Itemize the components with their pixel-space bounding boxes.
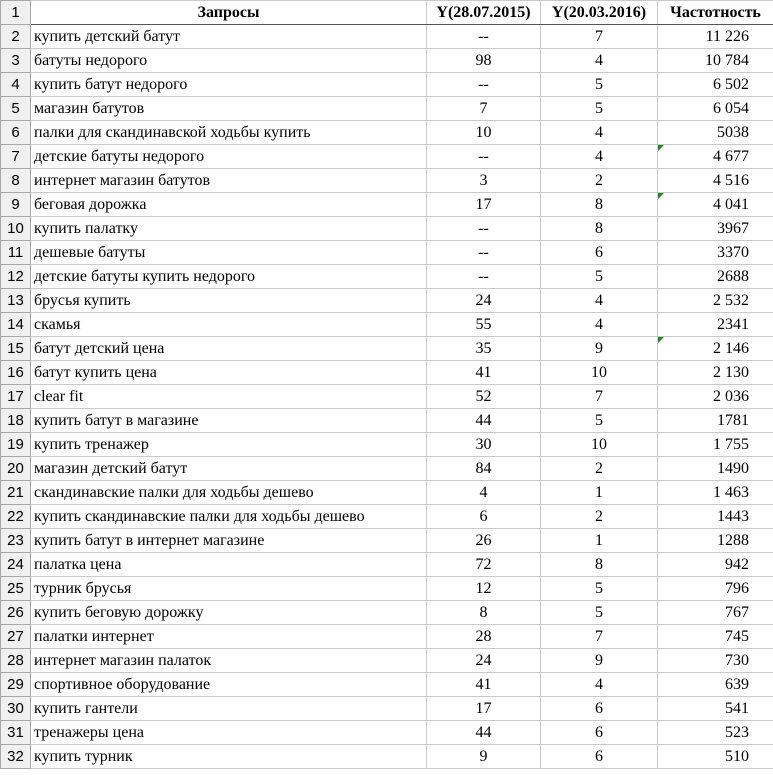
y2016-cell[interactable]: 1 (541, 481, 658, 505)
frequency-cell[interactable]: 2688 (658, 265, 773, 289)
y2016-cell[interactable]: 1 (541, 529, 658, 553)
frequency-cell[interactable]: 1 755 (658, 433, 773, 457)
row-number[interactable]: 12 (1, 265, 31, 289)
frequency-cell[interactable]: 767 (658, 601, 773, 625)
row-number[interactable]: 32 (1, 745, 31, 769)
query-cell[interactable]: детские батуты недорого (31, 145, 427, 169)
frequency-cell[interactable]: 3967 (658, 217, 773, 241)
y2015-cell[interactable]: -- (427, 217, 541, 241)
query-cell[interactable]: дешевые батуты (31, 241, 427, 265)
frequency-cell[interactable]: 639 (658, 673, 773, 697)
table-row (1, 745, 773, 769)
y2015-cell[interactable]: 6 (427, 505, 541, 529)
frequency-cell[interactable]: 2 130 (658, 361, 773, 385)
row-number[interactable]: 26 (1, 601, 31, 625)
row-number[interactable]: 23 (1, 529, 31, 553)
row-number[interactable]: 10 (1, 217, 31, 241)
y2016-cell[interactable]: 4 (541, 289, 658, 313)
y2016-cell[interactable]: 2 (541, 457, 658, 481)
header-row (1, 1, 773, 25)
y2016-cell[interactable]: 5 (541, 577, 658, 601)
frequency-cell[interactable]: 1443 (658, 505, 773, 529)
y2015-cell[interactable]: 41 (427, 361, 541, 385)
table-row (1, 385, 773, 409)
y2016-cell[interactable]: 4 (541, 121, 658, 145)
table-row (1, 433, 773, 457)
row-number[interactable]: 31 (1, 721, 31, 745)
table-row (1, 577, 773, 601)
query-cell[interactable]: беговая дорожка (31, 193, 427, 217)
y2015-cell[interactable]: 52 (427, 385, 541, 409)
row-number[interactable]: 22 (1, 505, 31, 529)
y2016-cell[interactable]: 9 (541, 337, 658, 361)
y2016-cell[interactable]: 6 (541, 745, 658, 769)
query-cell[interactable]: clear fit (31, 385, 427, 409)
frequency-cell[interactable]: 6 502 (658, 73, 773, 97)
y2016-cell[interactable]: 8 (541, 217, 658, 241)
y2016-cell[interactable]: 4 (541, 145, 658, 169)
query-cell[interactable]: палки для скандинавской ходьбы купить (31, 121, 427, 145)
table-row (1, 553, 773, 577)
table-row (1, 193, 773, 217)
table-row (1, 289, 773, 313)
query-cell[interactable]: турник брусья (31, 577, 427, 601)
cell-note-indicator-icon (658, 193, 664, 199)
frequency-cell[interactable]: 4 677 (658, 145, 773, 169)
table-row (1, 673, 773, 697)
table-row (1, 529, 773, 553)
y2015-cell[interactable]: 17 (427, 193, 541, 217)
y2016-cell[interactable]: 10 (541, 433, 658, 457)
y2016-cell[interactable]: 10 (541, 361, 658, 385)
table-row (1, 481, 773, 505)
row-number[interactable]: 4 (1, 73, 31, 97)
row-number[interactable]: 14 (1, 313, 31, 337)
query-cell[interactable]: скамья (31, 313, 427, 337)
table-row (1, 145, 773, 169)
y2016-cell[interactable]: 4 (541, 313, 658, 337)
query-cell[interactable]: магазин батутов (31, 97, 427, 121)
y2015-cell[interactable]: 17 (427, 697, 541, 721)
y2015-cell[interactable]: -- (427, 25, 541, 49)
query-cell[interactable]: интернет магазин палаток (31, 649, 427, 673)
y2016-cell[interactable]: 6 (541, 697, 658, 721)
table-row (1, 25, 773, 49)
y2016-cell[interactable]: 4 (541, 49, 658, 73)
row-number[interactable]: 20 (1, 457, 31, 481)
table-row (1, 73, 773, 97)
query-cell[interactable]: купить скандинавские палки для ходьбы дешево (31, 505, 427, 529)
y2016-cell[interactable]: 5 (541, 73, 658, 97)
query-cell[interactable]: купить турник (31, 745, 427, 769)
query-cell[interactable]: скандинавские палки для ходьбы дешево (31, 481, 427, 505)
row-number[interactable]: 11 (1, 241, 31, 265)
y2015-cell[interactable]: 55 (427, 313, 541, 337)
y2016-cell[interactable]: 5 (541, 97, 658, 121)
frequency-cell[interactable]: 2341 (658, 313, 773, 337)
y2016-cell[interactable]: 5 (541, 265, 658, 289)
y2015-cell[interactable]: 7 (427, 97, 541, 121)
table-row (1, 601, 773, 625)
table-row (1, 121, 773, 145)
table-row (1, 457, 773, 481)
row-number[interactable]: 5 (1, 97, 31, 121)
row-number[interactable]: 24 (1, 553, 31, 577)
table-row (1, 49, 773, 73)
y2016-cell[interactable]: 5 (541, 601, 658, 625)
query-cell[interactable]: купить гантели (31, 697, 427, 721)
y2015-cell[interactable]: 44 (427, 721, 541, 745)
row-number[interactable]: 28 (1, 649, 31, 673)
table-row (1, 505, 773, 529)
query-cell[interactable]: магазин детский батут (31, 457, 427, 481)
header-y-2015[interactable]: Y(28.07.2015) (427, 1, 541, 25)
y2015-cell[interactable]: 35 (427, 337, 541, 361)
y2015-cell[interactable]: 24 (427, 649, 541, 673)
header-y-2016[interactable]: Y(20.03.2016) (541, 1, 658, 25)
y2015-cell[interactable]: 44 (427, 409, 541, 433)
query-cell[interactable]: купить детский батут (31, 25, 427, 49)
y2015-cell[interactable]: 30 (427, 433, 541, 457)
frequency-cell[interactable]: 796 (658, 577, 773, 601)
cell-note-indicator-icon (658, 145, 664, 151)
row-number[interactable]: 9 (1, 193, 31, 217)
y2015-cell[interactable]: 10 (427, 121, 541, 145)
y2016-cell[interactable]: 6 (541, 241, 658, 265)
frequency-cell[interactable]: 1781 (658, 409, 773, 433)
query-cell[interactable]: купить батут недорого (31, 73, 427, 97)
row-number[interactable]: 19 (1, 433, 31, 457)
table-row (1, 625, 773, 649)
y2015-cell[interactable]: 72 (427, 553, 541, 577)
row-number[interactable]: 2 (1, 25, 31, 49)
row-number[interactable]: 30 (1, 697, 31, 721)
y2015-cell[interactable]: 9 (427, 745, 541, 769)
query-cell[interactable]: купить тренажер (31, 433, 427, 457)
y2015-cell[interactable]: 4 (427, 481, 541, 505)
y2015-cell[interactable]: 12 (427, 577, 541, 601)
y2015-cell[interactable]: 41 (427, 673, 541, 697)
frequency-cell[interactable]: 11 226 (658, 25, 773, 49)
frequency-cell[interactable]: 2 532 (658, 289, 773, 313)
y2015-cell[interactable]: 24 (427, 289, 541, 313)
y2016-cell[interactable]: 4 (541, 673, 658, 697)
row-number[interactable]: 16 (1, 361, 31, 385)
cell-note-indicator-icon (658, 337, 664, 343)
frequency-cell[interactable]: 523 (658, 721, 773, 745)
table-row (1, 337, 773, 361)
frequency-cell[interactable]: 2 036 (658, 385, 773, 409)
y2015-cell[interactable]: 26 (427, 529, 541, 553)
table-row (1, 217, 773, 241)
query-cell[interactable]: купить батут в магазине (31, 409, 427, 433)
y2016-cell[interactable]: 8 (541, 553, 658, 577)
y2016-cell[interactable]: 7 (541, 25, 658, 49)
y2015-cell[interactable]: -- (427, 73, 541, 97)
table-row (1, 697, 773, 721)
frequency-cell[interactable]: 1490 (658, 457, 773, 481)
y2016-cell[interactable]: 7 (541, 385, 658, 409)
row-number[interactable]: 3 (1, 49, 31, 73)
row-number[interactable]: 8 (1, 169, 31, 193)
query-cell[interactable]: интернет магазин батутов (31, 169, 427, 193)
y2015-cell[interactable]: 84 (427, 457, 541, 481)
table-row (1, 721, 773, 745)
table-row (1, 313, 773, 337)
query-cell[interactable]: брусья купить (31, 289, 427, 313)
row-number[interactable]: 25 (1, 577, 31, 601)
query-cell[interactable]: купить беговую дорожку (31, 601, 427, 625)
table-row (1, 97, 773, 121)
header-frequency[interactable]: Частотность (658, 1, 773, 25)
table-row (1, 265, 773, 289)
y2016-cell[interactable]: 5 (541, 409, 658, 433)
row-number[interactable]: 29 (1, 673, 31, 697)
table-row (1, 361, 773, 385)
frequency-cell[interactable]: 510 (658, 745, 773, 769)
frequency-cell[interactable]: 942 (658, 553, 773, 577)
query-cell[interactable]: детские батуты купить недорого (31, 265, 427, 289)
table-row (1, 649, 773, 673)
y2016-cell[interactable]: 9 (541, 649, 658, 673)
frequency-cell[interactable]: 3370 (658, 241, 773, 265)
frequency-cell[interactable]: 1288 (658, 529, 773, 553)
row-number[interactable]: 27 (1, 625, 31, 649)
row-number[interactable]: 15 (1, 337, 31, 361)
row-number[interactable]: 18 (1, 409, 31, 433)
y2015-cell[interactable]: -- (427, 265, 541, 289)
y2015-cell[interactable]: 98 (427, 49, 541, 73)
query-cell[interactable]: батуты недорого (31, 49, 427, 73)
frequency-cell[interactable]: 2 146 (658, 337, 773, 361)
header-queries[interactable]: Запросы (31, 1, 427, 25)
row-number[interactable]: 6 (1, 121, 31, 145)
y2016-cell[interactable]: 2 (541, 169, 658, 193)
frequency-cell[interactable]: 745 (658, 625, 773, 649)
row-number[interactable]: 21 (1, 481, 31, 505)
frequency-cell[interactable]: 5038 (658, 121, 773, 145)
query-cell[interactable]: спортивное оборудование (31, 673, 427, 697)
query-cell[interactable]: палатки интернет (31, 625, 427, 649)
table-row (1, 409, 773, 433)
frequency-cell[interactable]: 10 784 (658, 49, 773, 73)
frequency-cell[interactable]: 1 463 (658, 481, 773, 505)
frequency-cell[interactable]: 541 (658, 697, 773, 721)
frequency-cell[interactable]: 6 054 (658, 97, 773, 121)
query-cell[interactable]: батут купить цена (31, 361, 427, 385)
y2015-cell[interactable]: -- (427, 145, 541, 169)
table-row (1, 241, 773, 265)
y2016-cell[interactable]: 8 (541, 193, 658, 217)
query-cell[interactable]: тренажеры цена (31, 721, 427, 745)
y2016-cell[interactable]: 7 (541, 625, 658, 649)
y2016-cell[interactable]: 2 (541, 505, 658, 529)
query-cell[interactable]: купить палатку (31, 217, 427, 241)
y2015-cell[interactable]: 28 (427, 625, 541, 649)
y2015-cell[interactable]: -- (427, 241, 541, 265)
frequency-cell[interactable]: 4 516 (658, 169, 773, 193)
y2015-cell[interactable]: 3 (427, 169, 541, 193)
row-number[interactable]: 13 (1, 289, 31, 313)
row-number[interactable]: 1 (1, 1, 31, 25)
table-row (1, 169, 773, 193)
frequency-cell[interactable]: 4 041 (658, 193, 773, 217)
query-cell[interactable]: батут детский цена (31, 337, 427, 361)
y2016-cell[interactable]: 6 (541, 721, 658, 745)
query-cell[interactable]: палатка цена (31, 553, 427, 577)
row-number[interactable]: 17 (1, 385, 31, 409)
y2015-cell[interactable]: 8 (427, 601, 541, 625)
frequency-cell[interactable]: 730 (658, 649, 773, 673)
row-number[interactable]: 7 (1, 145, 31, 169)
query-cell[interactable]: купить батут в интернет магазине (31, 529, 427, 553)
